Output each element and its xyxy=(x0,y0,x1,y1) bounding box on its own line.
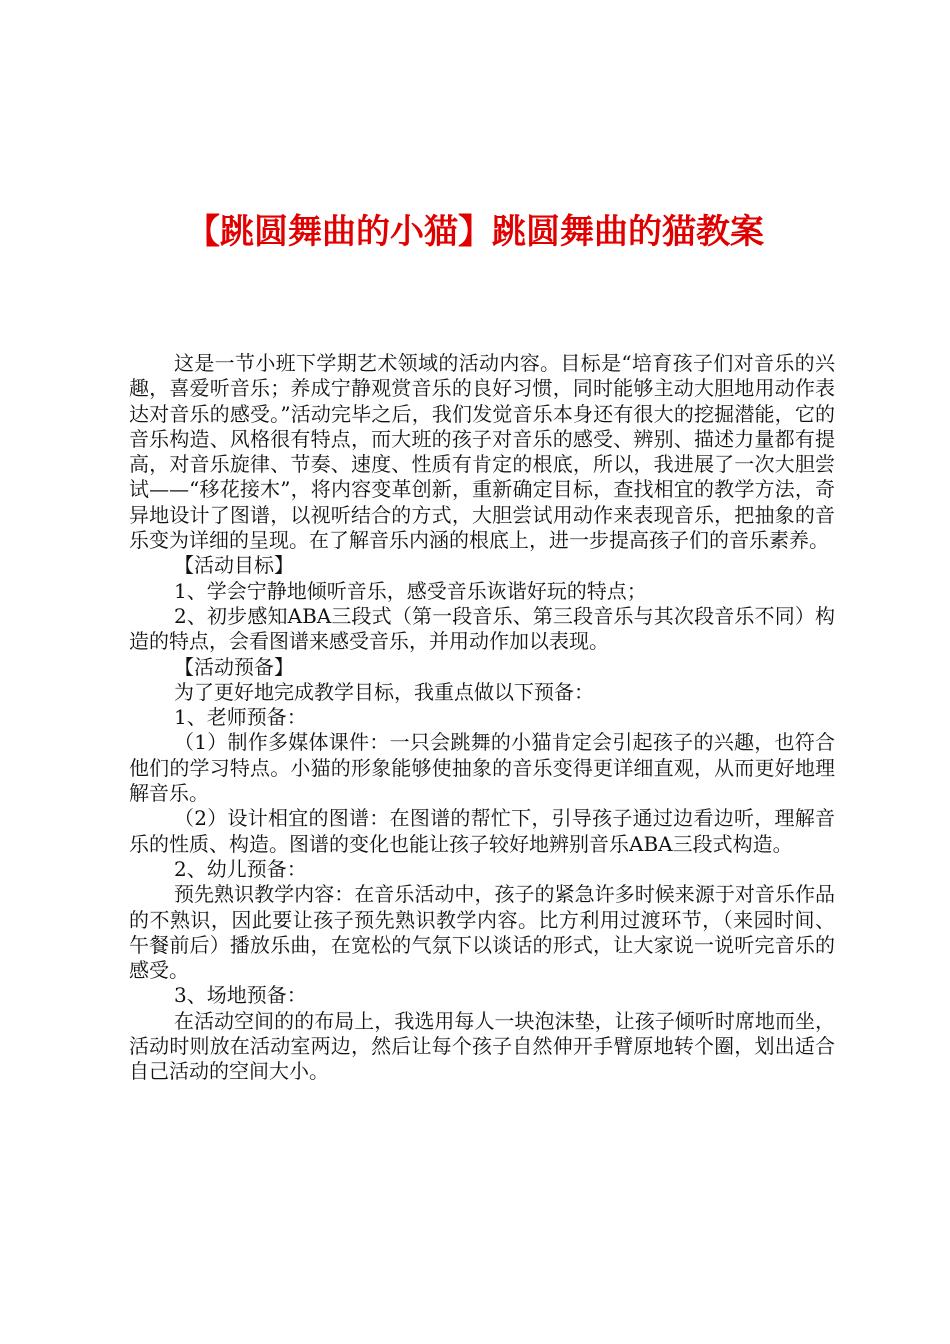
subheading-venue-preparation: 3、场地预备： xyxy=(174,983,307,1008)
paragraph-goal-1: 1、学会宁静地倾听音乐，感受音乐诙谐好玩的特点； xyxy=(174,578,647,603)
paragraph-teacher-prep-2: （2）设计相宜的图谱：在图谱的帮忙下，引导孩子通过边看边听，理解音乐的性质、构造。图谱的变化也能让孩子较好地辨别音乐ABA三段式构造。 xyxy=(129,806,835,856)
paragraph-teacher-prep-1: （1）制作多媒体课件：一只会跳舞的小猫肯定会引起孩子的兴趣，也符合他们的学习特点。小猫的形象能够使抽象的音乐变得更详细直观，从而更好地理解音乐。 xyxy=(129,730,835,806)
section-heading-preparation: 【活动预备】 xyxy=(174,654,294,679)
subheading-child-preparation: 2、幼儿预备： xyxy=(174,856,307,881)
paragraph-child-prep: 预先熟识教学内容：在音乐活动中，孩子的紧急许多时候来源于对音乐作品的不熟识，因此要让孩子预先熟识教学内容。比方利用过渡环节，（来园时间、午餐前后）播放乐曲，在宽松的气氛下以谈话的形式，让大家说一说听完音乐的感受。 xyxy=(129,882,835,983)
paragraph-preparation-intro: 为了更好地完成教学目标，我重点做以下预备： xyxy=(174,679,594,704)
paragraph-intro: 这是一节小班下学期艺术领域的活动内容。目标是“培育孩子们对音乐的兴趣，喜爱听音乐；养成宁静观赏音乐的良好习惯，同时能够主动大胆地用动作表达对音乐的感受。”活动完毕之后，我们发觉音乐本身还有很大的挖掘潜能，它的音乐构造、风格很有特点，而大班的孩子对音乐的感受、辨别、描述力量都有提高，对音乐旋律、节奏、速度、性质有肯定的根底，所以，我进展了一次大胆尝试——“移花接木”，将内容变革创新，重新确定目标，查找相宜的教学方法，奇异地设计了图谱，以视听结合的方式，大胆尝试用动作来表现音乐，把抽象的音乐变为详细的呈现。在了解音乐内涵的根底上，进一步提高孩子们的音乐素养。 xyxy=(129,351,835,553)
paragraph-venue-prep: 在活动空间的的布局上，我选用每人一块泡沫垫，让孩子倾听时席地而坐，活动时则放在活动室两边，然后让每个孩子自然伸开手臂原地转个圈，划出适合自己活动的空间大小。 xyxy=(129,1008,835,1084)
document-body xyxy=(129,351,835,1085)
subheading-teacher-preparation: 1、老师预备： xyxy=(174,705,307,730)
section-heading-goals: 【活动目标】 xyxy=(174,553,294,578)
paragraph-goal-2: 2、初步感知ABA三段式（第一段音乐、第三段音乐与其次段音乐不同）构造的特点，会看图谱来感受音乐，并用动作加以表现。 xyxy=(129,603,835,654)
document-title: 【跳圆舞曲的小猫】跳圆舞曲的猫教案 xyxy=(186,212,764,252)
